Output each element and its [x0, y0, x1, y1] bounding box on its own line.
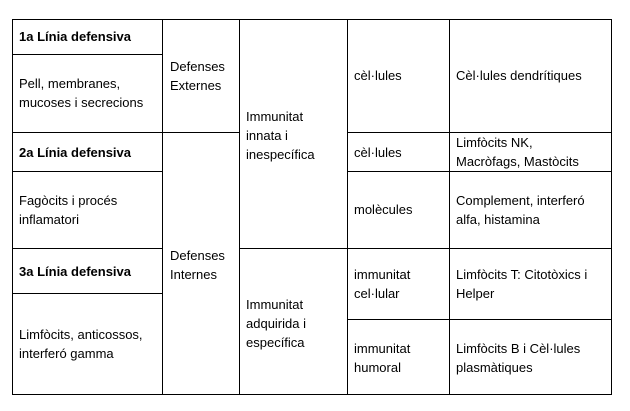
table-border-top	[12, 19, 612, 20]
acquired-immunity-2: adquirida i	[246, 316, 306, 331]
t-cells-1: Limfòcits T: Citotòxics i	[456, 267, 588, 282]
col1-row-line-4	[12, 248, 163, 249]
col1-row-line-3	[12, 171, 163, 172]
col-divider-4	[449, 19, 450, 395]
third-line-desc-1: Limfòcits, anticossos,	[19, 327, 143, 342]
table-border-left	[12, 19, 13, 395]
acquired-immunity-3: específica	[246, 335, 305, 350]
col-divider-2	[239, 19, 240, 395]
table-border-right	[611, 19, 612, 395]
innate-immunity-3: inespecífica	[246, 147, 315, 162]
defenses-external-1: Defenses	[170, 59, 225, 74]
nk-cells-1: Limfòcits NK,	[456, 135, 533, 150]
col-divider-1	[162, 19, 163, 395]
humoral-immunity-2: humoral	[354, 360, 401, 375]
humoral-immunity-1: immunitat	[354, 341, 411, 356]
b-cells-1: Limfòcits B i Cèl·lules	[456, 341, 581, 356]
col45-row-line-4	[347, 319, 612, 320]
col1-row-line-2	[12, 132, 163, 133]
second-line-desc-1: Fagòcits i procés	[19, 193, 118, 208]
col-divider-3	[347, 19, 348, 395]
third-line-title: 3a Línia defensiva	[19, 264, 131, 279]
second-line-desc-2: inflamatori	[19, 212, 79, 227]
first-line-desc-2: mucoses i secrecions	[19, 95, 144, 110]
col3-row-line	[239, 248, 348, 249]
col45-row-line-2	[347, 171, 612, 172]
cells-label-1: cèl·lules	[354, 68, 402, 83]
nk-cells-2: Macròfags, Mastòcits	[456, 154, 579, 169]
innate-immunity-2: innata i	[246, 128, 288, 143]
b-cells-2: plasmàtiques	[456, 360, 533, 375]
col2-row-line	[162, 132, 240, 133]
cells-label-2: cèl·lules	[354, 145, 402, 160]
first-line-desc-1: Pell, membranes,	[19, 76, 121, 91]
cellular-immunity-1: immunitat	[354, 267, 411, 282]
col45-row-line-3	[347, 248, 612, 249]
second-line-title: 2a Línia defensiva	[19, 145, 131, 160]
defenses-internal-1: Defenses	[170, 248, 225, 263]
col1-row-line-1	[12, 54, 163, 55]
dendritic-cells: Cèl·lules dendrítiques	[456, 68, 582, 83]
cellular-immunity-2: cel·lular	[354, 286, 400, 301]
table-border-bottom	[12, 394, 612, 395]
first-line-title: 1a Línia defensiva	[19, 29, 131, 44]
col1-row-line-5	[12, 293, 163, 294]
molecules-label: molècules	[354, 202, 413, 217]
innate-immunity-1: Immunitat	[246, 109, 304, 124]
complement-1: Complement, interferó	[456, 193, 585, 208]
t-cells-2: Helper	[456, 286, 495, 301]
defenses-external-2: Externes	[170, 78, 222, 93]
acquired-immunity-1: Immunitat	[246, 297, 304, 312]
third-line-desc-2: interferó gamma	[19, 346, 114, 361]
complement-2: alfa, histamina	[456, 212, 540, 227]
defenses-internal-2: Internes	[170, 267, 217, 282]
